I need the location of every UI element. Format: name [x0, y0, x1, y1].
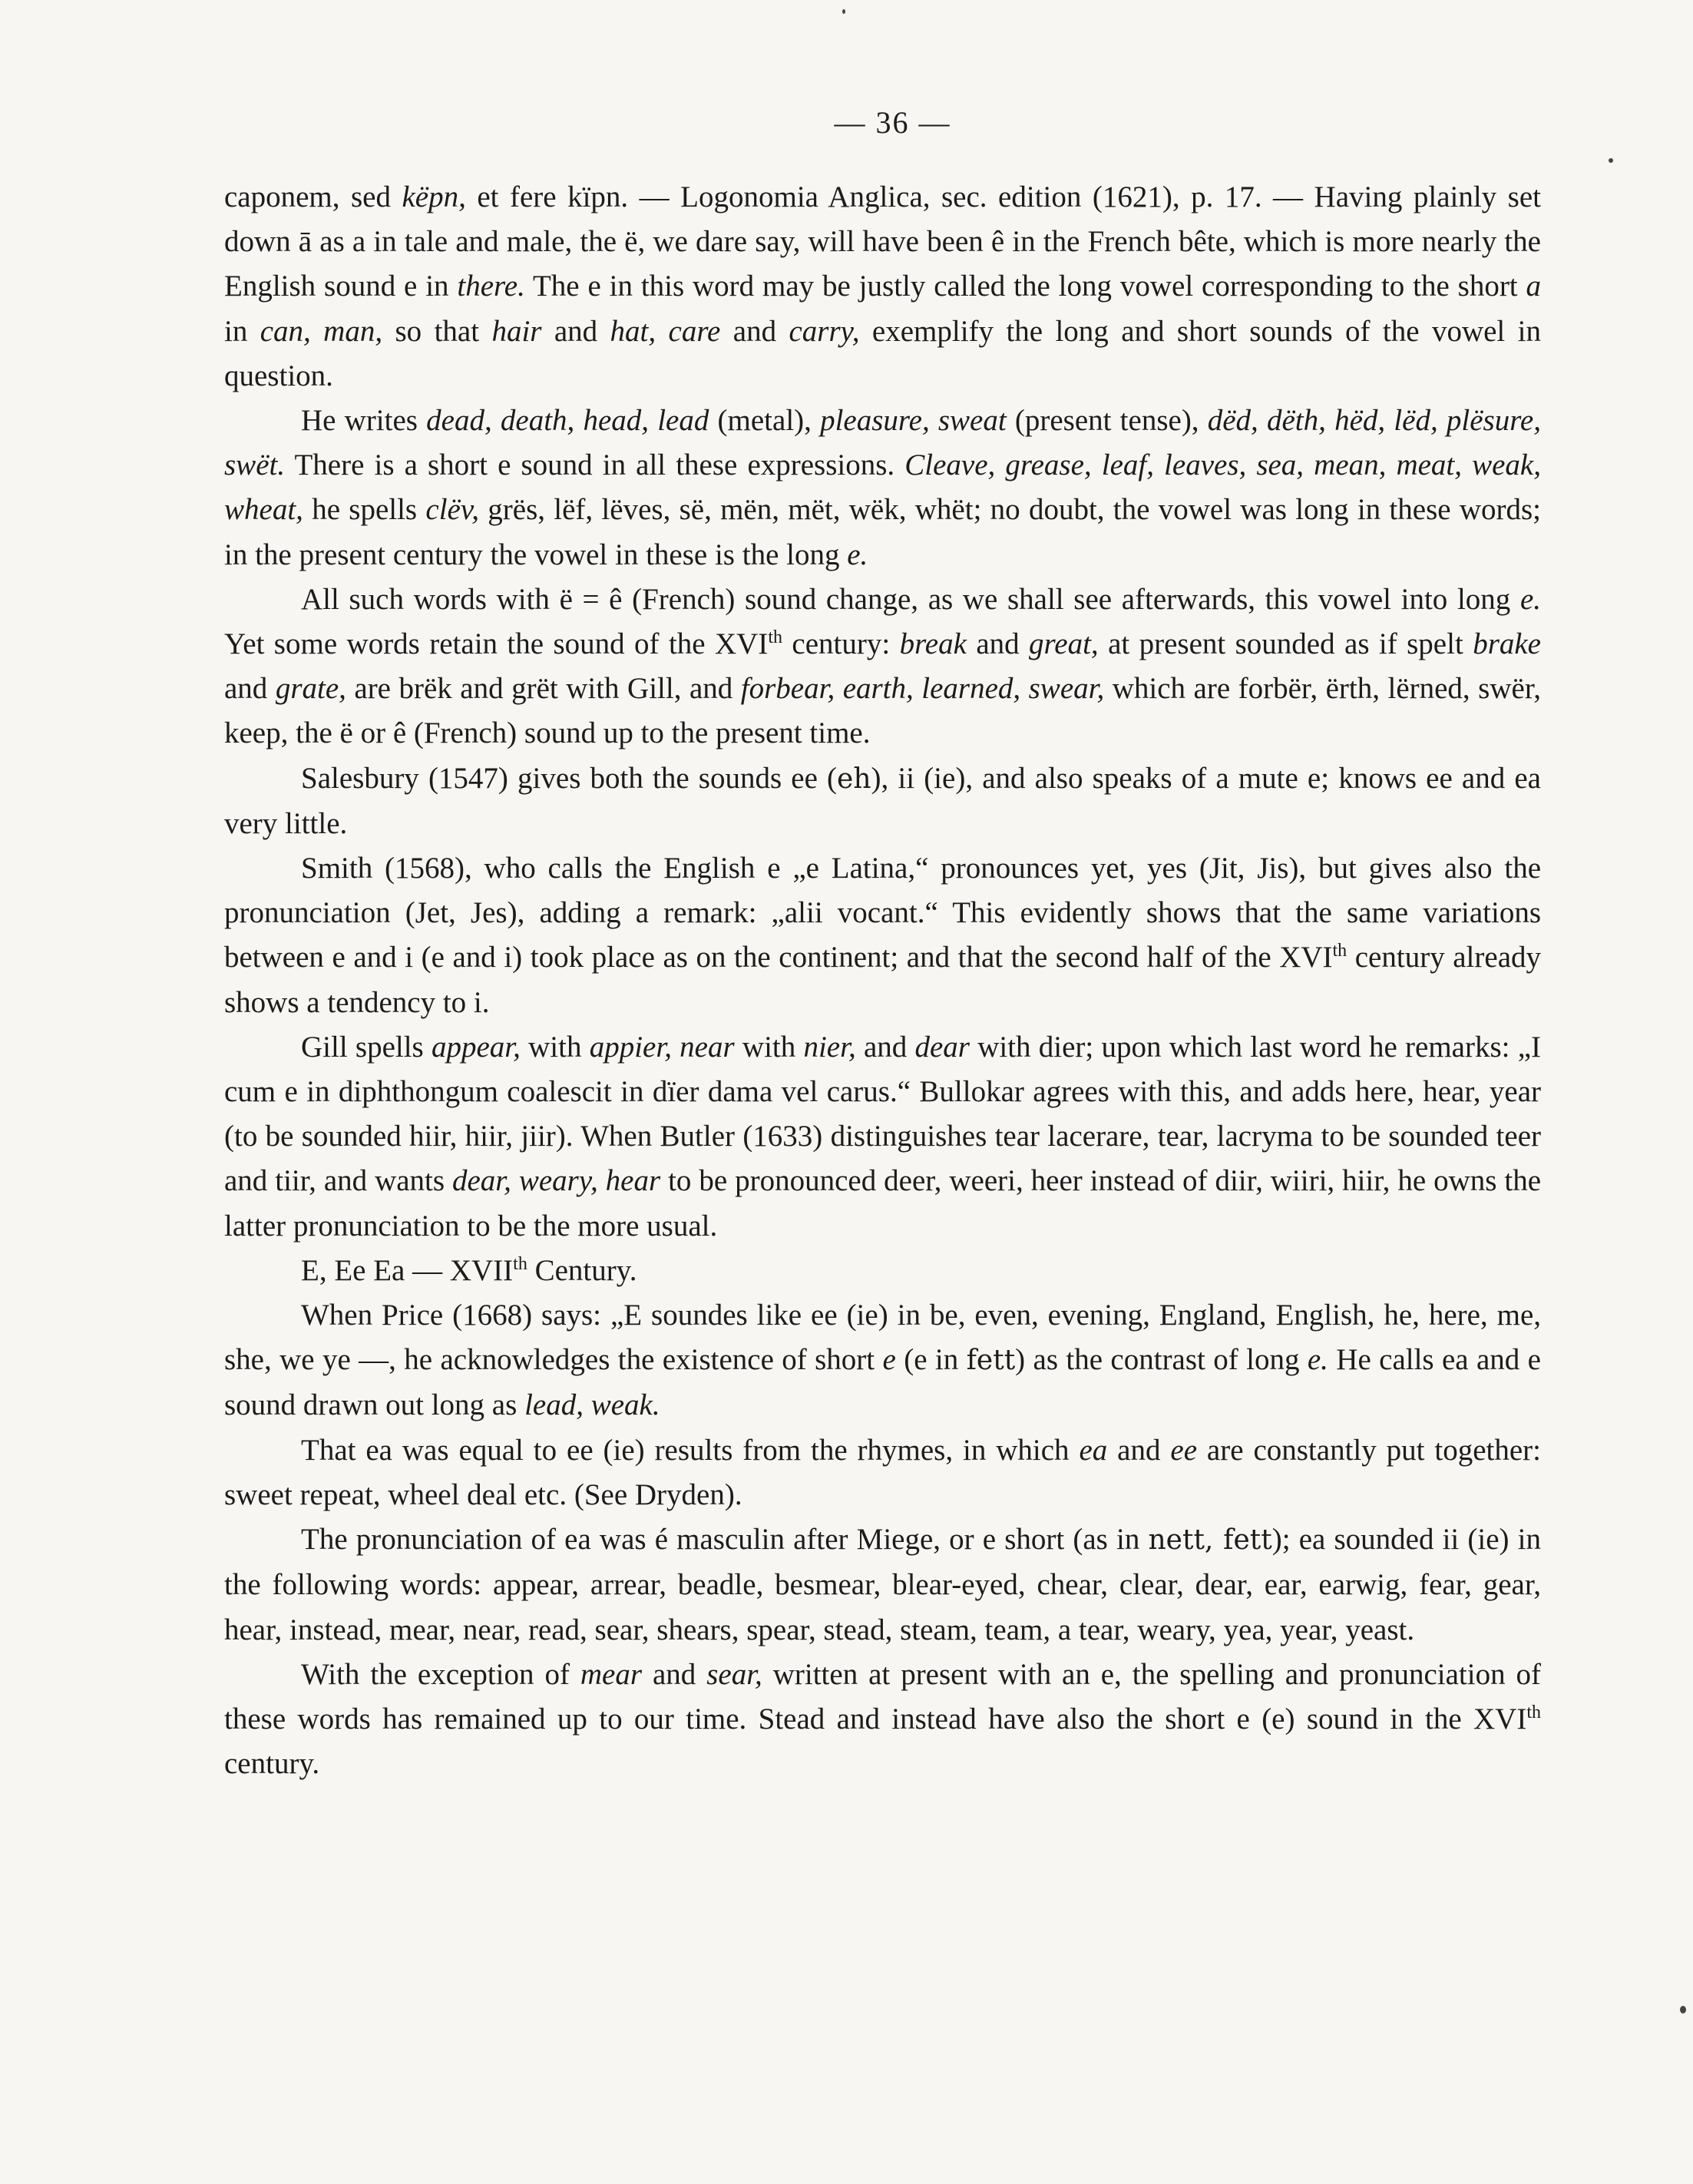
paragraph-p2 [224, 399, 1541, 577]
paragraph-p1 [224, 175, 1541, 399]
text-segment: ); ea sounded ii (ie) in the following words: appear, arrear, beadle, besmear, blear-eyed, chear, clear, dear, ear, earwig, fear, gear, hear, instead, mear, near, read, sear, shears, spear, stead, steam, team, a tear, weary, yea, year, yeast. [224, 1523, 1541, 1646]
text-segment: carry, [789, 314, 860, 348]
text-segment: written at present with an e, the spelling and pronunciation of these words has remained up to our time. Stead and instead have also the short e (e) sound in the XVI [224, 1657, 1541, 1736]
paragraph-p11 [224, 1653, 1541, 1787]
text-segment: e. [1519, 582, 1541, 616]
text-segment: (present tense), [1006, 404, 1208, 438]
paragraph-p3 [224, 577, 1541, 756]
speck-mark [1609, 158, 1613, 163]
text-segment: th [1526, 1702, 1541, 1722]
text-segment: exemplify the long and short sounds of the vowel in question. [224, 314, 1541, 392]
paragraph-p4 [224, 756, 1541, 846]
text-segment: and [642, 1657, 707, 1691]
text-segment: th [513, 1253, 527, 1274]
text-segment: with [520, 1030, 590, 1064]
text-segment: sear, [706, 1657, 762, 1691]
text-segment: and [1107, 1433, 1171, 1467]
text-segment: ea [1079, 1433, 1108, 1467]
text-segment: appier, [589, 1030, 672, 1064]
text-segment: are brëk and grët with Gill, and [346, 672, 741, 706]
text-segment: eh [837, 763, 871, 795]
text-segment: E, Ee Ea — XVII [301, 1253, 514, 1287]
text-segment: Cleave, grease, leaf, leaves, sea, mean, meat, weak, wheat, [224, 448, 1541, 527]
text-segment: clëv, [425, 493, 480, 527]
text-segment: caponem, sed [224, 180, 402, 213]
text-segment: nett, fett [1148, 1524, 1272, 1557]
text-segment: hair [491, 314, 542, 348]
text-segment: That ea was equal to ee (ie) results from the rhymes, in which [301, 1433, 1080, 1467]
text-segment: e [882, 1343, 896, 1377]
text-segment: brake [1473, 627, 1541, 661]
text-segment: can, man, [260, 314, 383, 348]
text-segment: Salesbury (1547) gives both the sounds ee ( [301, 761, 838, 795]
text-segment: dëd, dëth, hëd, lëd, plësure, swët. [224, 404, 1541, 482]
text-segment: forbear, earth, learned, swear, [740, 672, 1105, 706]
text-segment: hat, care [610, 314, 721, 348]
text-segment: The e in this word may be justly called the long vowel corresponding to the short [524, 270, 1526, 303]
text-segment: ), ii (ie), and also speaks of a mute e; knows ee and ea very little. [224, 761, 1541, 840]
paragraph-p10 [224, 1517, 1541, 1653]
text-segment: and [720, 314, 789, 348]
paragraph-p7 [224, 1249, 1541, 1293]
text-segment: Yet some words retain the sound of the XVI [224, 627, 769, 661]
paragraph-p9 [224, 1428, 1541, 1517]
text-body [224, 175, 1541, 1786]
text-segment: këpn, [402, 180, 466, 213]
text-segment: in [224, 314, 260, 348]
text-segment: and [855, 1030, 915, 1064]
text-segment: All such words with ë = ê (French) sound change, as we shall see afterwards, this vowel into long [301, 582, 1520, 616]
speck-mark [1680, 2006, 1686, 2014]
text-segment: He calls ea and e sound drawn out long as [224, 1343, 1541, 1422]
text-segment: century already shows a tendency to i. [224, 941, 1542, 1019]
text-segment: dear [914, 1030, 970, 1064]
text-segment: grës, lëf, lëves, së, mën, mët, wëk, whët; no doubt, the vowel was long in these words; in the present century the vowel in these is the long [224, 493, 1541, 571]
text-segment: with [734, 1030, 804, 1064]
text-segment: lead, weak. [524, 1388, 660, 1422]
text-segment: grate, [275, 672, 346, 706]
text-segment: Smith (1568), who calls the English e „e Latina,“ pronounces yet, yes (Jit, Jis), but gives also the pronunciation (Jet, Jes), adding a remark: „alii vocant.“ This evidently shows that the same variations between e and i (e and i) took place as on the continent; and that the second half of the XVI [224, 852, 1541, 975]
text-segment: break [899, 627, 967, 661]
text-segment: e. [847, 538, 868, 571]
text-segment: great, [1029, 627, 1099, 661]
text-segment: ee [1170, 1433, 1198, 1467]
text-segment: Gill spells [301, 1030, 432, 1064]
text-segment: appear, [431, 1030, 521, 1064]
text-segment: he spells [303, 493, 426, 527]
page-number: — 36 — [834, 105, 951, 140]
text-segment: dear, weary, hear [452, 1164, 661, 1198]
text-segment: He writes [301, 404, 427, 438]
text-segment: th [1332, 941, 1347, 961]
speck-mark [842, 9, 845, 14]
text-segment: fett [966, 1345, 1016, 1377]
paragraph-p6 [224, 1025, 1541, 1249]
text-segment: which are forbër, ërth, lërned, swër, keep, the ë or ê (French) sound up to the present time. [224, 672, 1542, 750]
text-segment [672, 1031, 680, 1064]
paragraph-p5 [224, 846, 1541, 1025]
text-segment: There is a short e sound in all these expressions. [285, 448, 905, 482]
text-segment: nier, [803, 1030, 856, 1064]
text-segment: pleasure, sweat [820, 404, 1007, 438]
text-segment: century: [782, 627, 900, 661]
text-segment: et fere kïpn. — Logonomia Anglica, sec. edition (1621), p. 17. — Having plainly set down ā as a in tale and male, the ë, we dare say, will have been ê in the French bête, which is more nearly the English sound e in [224, 180, 1541, 303]
text-segment: with dier; upon which last word he remarks: „I cum e in diphthongum coalescit in dïer dama vel carus.“ Bullokar agrees with this, and adds here, hear, year (to be sounded hiir, hiir, jiir). When Butler (1633) distinguishes tear lacerare, tear, lacryma to be sounded teer and tiir, and wants [224, 1030, 1541, 1198]
text-segment: The pronunciation of ea was é masculin after Miege, or e short (as in [301, 1523, 1149, 1557]
text-segment: century. [224, 1747, 320, 1781]
text-segment: and [541, 314, 610, 348]
text-segment: (e in [895, 1343, 967, 1377]
text-segment: at present sounded as if spelt [1098, 627, 1473, 661]
text-segment: and [224, 672, 276, 706]
text-segment: ) as the contrast of long [1015, 1343, 1308, 1377]
text-segment: e. [1307, 1343, 1328, 1377]
text-segment: Century. [527, 1253, 637, 1287]
text-segment: When Price (1668) says: „E soundes like ee (ie) in be, even, evening, England, English, he, here, me, she, we ye —, he acknowledges the existence of short [224, 1299, 1541, 1377]
text-segment: mear [580, 1657, 643, 1691]
text-segment: to be pronounced deer, weeri, heer instead of diir, wiiri, hiir, he owns the latter pronunciation to be the more usual. [224, 1164, 1542, 1243]
text-segment: and [966, 627, 1030, 661]
paragraph-p8 [224, 1293, 1541, 1428]
text-segment: With the exception of [301, 1657, 580, 1691]
text-segment: are constantly put together: sweet repeat, wheel deal etc. (See Dryden). [224, 1433, 1541, 1511]
text-segment: dead, death, head, lead [426, 404, 709, 438]
text-segment: there. [457, 270, 525, 303]
text-segment: a [1526, 270, 1541, 303]
text-segment: (metal), [709, 404, 821, 438]
text-segment: near [680, 1030, 735, 1064]
text-segment: so that [382, 314, 492, 348]
text-segment: th [768, 627, 782, 648]
